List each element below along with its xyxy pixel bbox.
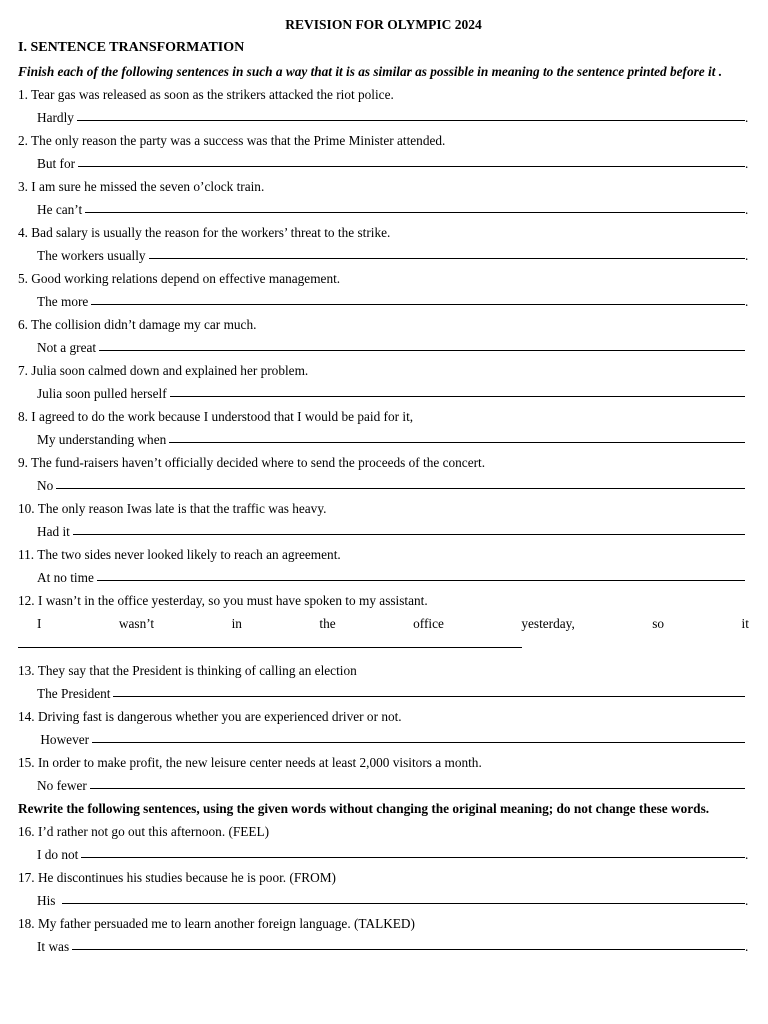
answer-blank[interactable] [62, 889, 745, 904]
answer-word: it [741, 616, 749, 631]
question-prompt: 9. The fund-raisers haven’t officially decided where to send the proceeds of the concert. [18, 455, 486, 470]
question-prompt: 10. The only reason Iwas late is that the traffic was heavy. [18, 501, 327, 516]
answer-blank[interactable] [149, 244, 745, 259]
answer-blank[interactable] [73, 520, 745, 535]
answer-end: . [745, 294, 749, 309]
answer-blank[interactable] [81, 843, 745, 858]
answer-word: in [231, 616, 242, 631]
answer-line [18, 152, 749, 175]
answer-blank[interactable] [92, 728, 745, 743]
question-list-a [18, 83, 749, 797]
question-prompt: 11. The two sides never looked likely to reach an agreement. [18, 547, 341, 562]
answer-prefix: However [37, 732, 90, 747]
question-prompt: 8. I agreed to do the work because I understood that I would be paid for it, [18, 409, 414, 424]
question-prompt: 18. My father persuaded me to learn another foreign language. (TALKED) [18, 916, 415, 931]
answer-prefix: The workers usually [37, 248, 146, 263]
answer-prefix: Had it [37, 524, 70, 539]
answer-prefix: The more [37, 294, 89, 309]
question-prompt: 12. I wasn’t in the office yesterday, so you must have spoken to my assistant. [18, 593, 428, 608]
question-prompt: 15. In order to make profit, the new leisure center needs at least 2,000 visitors a month. [18, 755, 482, 770]
answer-words-row [18, 612, 749, 635]
question-prompt: 17. He discontinues his studies because he is poor. (FROM) [18, 870, 336, 885]
answer-prefix: I do not [37, 847, 79, 862]
answer-line [18, 290, 749, 313]
answer-blank[interactable] [72, 935, 745, 950]
answer-blank[interactable] [90, 774, 745, 789]
answer-prefix: His [37, 893, 59, 908]
answer-line [18, 889, 749, 912]
answer-end: . [745, 110, 749, 125]
answer-prefix: He can’t [37, 202, 83, 217]
answer-prefix: Julia soon pulled herself [37, 386, 167, 401]
answer-end: . [745, 248, 749, 263]
answer-prefix: No fewer [37, 778, 87, 793]
answer-line [18, 520, 749, 543]
answer-blank[interactable] [85, 198, 745, 213]
answer-line [18, 106, 749, 129]
answer-word: office [413, 616, 444, 631]
answer-blank[interactable] [78, 152, 745, 167]
question-prompt: 1. Tear gas was released as soon as the strikers attacked the riot police. [18, 87, 394, 102]
section-heading: I. SENTENCE TRANSFORMATION [18, 40, 245, 55]
answer-blank[interactable] [169, 428, 745, 443]
answer-line [18, 935, 749, 958]
question-prompt: 2. The only reason the party was a success was that the Prime Minister attended. [18, 133, 446, 148]
question-prompt: 16. I’d rather not go out this afternoon. (FEEL) [18, 824, 270, 839]
answer-line [18, 566, 749, 589]
answer-word: I [37, 616, 42, 631]
answer-line [18, 244, 749, 267]
answer-prefix: The President [37, 686, 111, 701]
question-prompt: 3. I am sure he missed the seven o’clock train. [18, 179, 265, 194]
document-title: REVISION FOR OLYMPIC 2024 [285, 17, 482, 32]
answer-blank[interactable] [77, 106, 745, 121]
question-prompt: 13. They say that the President is thinking of calling an election [18, 663, 357, 678]
answer-word: wasn’t [118, 616, 155, 631]
answer-line [18, 336, 749, 359]
answer-word: so [652, 616, 665, 631]
answer-blank[interactable] [99, 336, 745, 351]
answer-line [18, 428, 749, 451]
answer-end: . [745, 847, 749, 862]
answer-end: . [745, 893, 749, 908]
question-prompt: 5. Good working relations depend on effective management. [18, 271, 341, 286]
answer-prefix: My understanding when [37, 432, 167, 447]
question-prompt: 14. Driving fast is dangerous whether you are experienced driver or not. [18, 709, 402, 724]
answer-end: . [745, 156, 749, 171]
answer-line [18, 728, 749, 751]
answer-blank[interactable] [97, 566, 745, 581]
answer-blank[interactable] [91, 290, 745, 305]
answer-line [18, 382, 749, 405]
answer-prefix: It was [37, 939, 70, 954]
answer-line [18, 682, 749, 705]
answer-blank[interactable] [113, 682, 745, 697]
document-page [18, 14, 749, 958]
answer-prefix: No [37, 478, 54, 493]
answer-end: . [745, 939, 749, 954]
answer-prefix: Hardly [37, 110, 74, 125]
question-list-b [18, 820, 749, 958]
answer-prefix: But for [37, 156, 76, 171]
answer-blank[interactable] [18, 635, 522, 648]
answer-word: yesterday, [521, 616, 575, 631]
answer-line [18, 474, 749, 497]
answer-line [18, 774, 749, 797]
question-prompt: 6. The collision didn’t damage my car much. [18, 317, 257, 332]
answer-blank[interactable] [170, 382, 745, 397]
question-prompt: 7. Julia soon calmed down and explained her problem. [18, 363, 309, 378]
answer-line [18, 198, 749, 221]
answer-word: the [319, 616, 336, 631]
answer-prefix: At no time [37, 570, 94, 585]
answer-prefix: Not a great [37, 340, 97, 355]
answer-end: . [745, 202, 749, 217]
answer-line [18, 843, 749, 866]
question-prompt: 4. Bad salary is usually the reason for the workers’ threat to the strike. [18, 225, 391, 240]
instruction-1: Finish each of the following sentences in such a way that it is as similar as possible in meaning to the sentence printed before it . [18, 64, 723, 79]
answer-blank[interactable] [56, 474, 745, 489]
instruction-2: Rewrite the following sentences, using the given words without changing the original meaning; do not change these words. [18, 801, 710, 816]
